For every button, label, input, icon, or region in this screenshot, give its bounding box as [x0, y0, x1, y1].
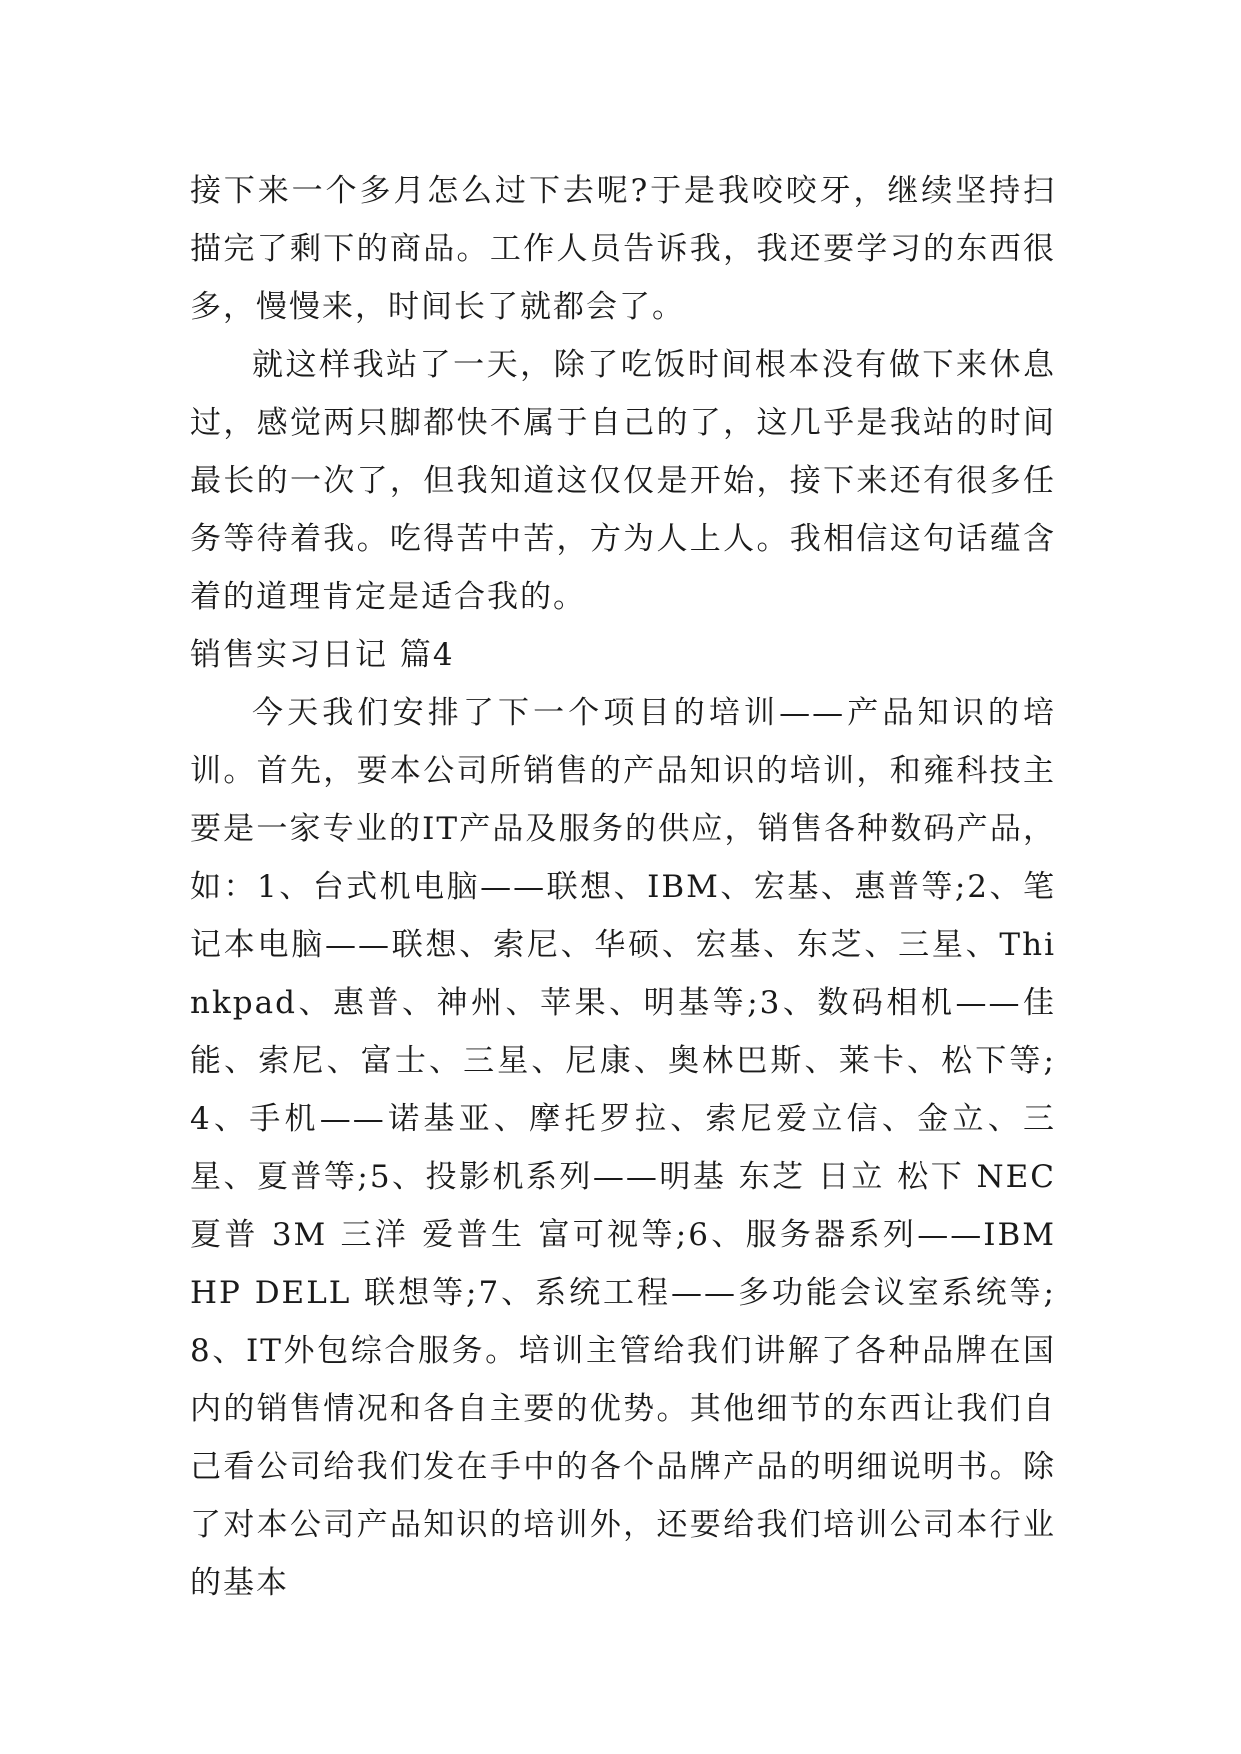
paragraph-standing-all-day: 就这样我站了一天，除了吃饭时间根本没有做下来休息过，感觉两只脚都快不属于自己的了，这几乎是我站的时间最长的一次了，但我知道这仅仅是开始，接下来还有很多任务等待着我。吃得苦中苦，方为人上人。我相信这句话蕴含着的道理肯定是适合我的。: [190, 347, 1056, 615]
paragraph-product-training: 今天我们安排了下一个项目的培训——产品知识的培训。首先，要本公司所销售的产品知识的培训，和雍科技主要是一家专业的IT产品及服务的供应，销售各种数码产品，如：1、台式机电脑——联想、IBM、宏基、惠普等;2、笔记本电脑——联想、索尼、华硕、宏基、东芝、三星、Thinkpad、惠普、神州、苹果、明基等;3、数码相机——佳能、索尼、富士、三星、尼康、奥林巴斯、莱卡、松下等;4、手机——诺基亚、摩托罗拉、索尼爱立信、金立、三星、夏普等;5、投影机系列——明基 东芝 日立 松下 NEC 夏普 3M 三洋 爱普生 富可视等;6、服务器系列——IBM HP DELL 联想等;7、系统工程——多功能会议室系统等;8、IT外包综合服务。培训主管给我们讲解了各种品牌在国内的销售情况和各自主要的优势。其他细节的东西让我们自己看公司给我们发在手中的各个品牌产品的明细说明书。除了对本公司产品知识的培训外，还要给我们培训公司本行业的基本: [190, 695, 1056, 1601]
section-heading: 销售实习日记 篇4: [190, 637, 455, 673]
paragraph-continued: 接下来一个多月怎么过下去呢?于是我咬咬牙，继续坚持扫描完了剩下的商品。工作人员告诉我，我还要学习的东西很多，慢慢来，时间长了就都会了。: [190, 173, 1056, 325]
document-body: [190, 162, 1056, 1612]
